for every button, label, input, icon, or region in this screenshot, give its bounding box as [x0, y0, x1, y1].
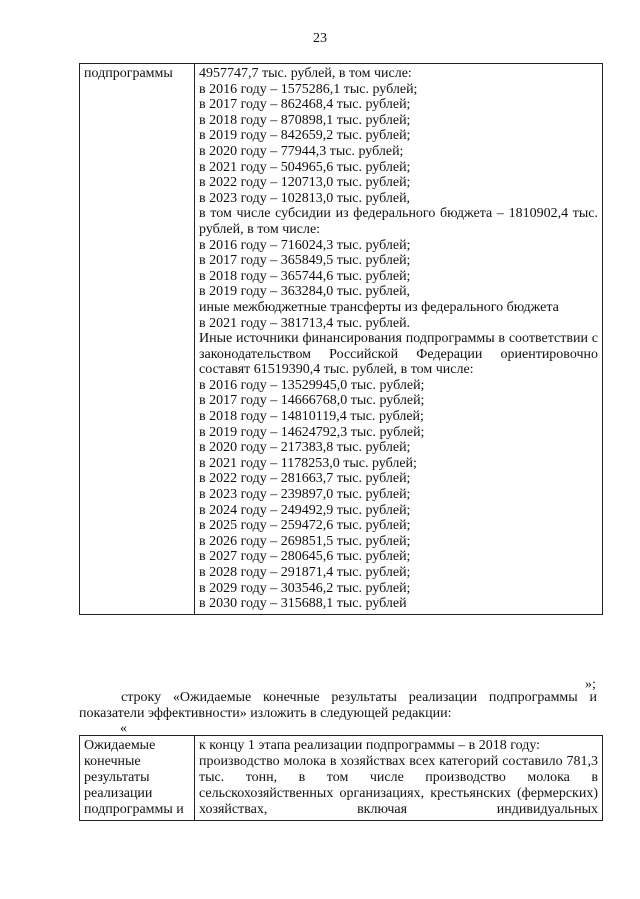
subsidy-year-line: в 2017 году – 365849,5 тыс. рублей; — [199, 253, 411, 269]
results-label-line: подпрограммы и — [84, 802, 184, 817]
subsidy-year-line: в 2019 году – 363284,0 тыс. рублей, — [199, 284, 411, 300]
other-source-year-line: в 2030 году – 315688,1 тыс. рублей — [199, 596, 407, 612]
closing-quote: »; — [585, 677, 596, 692]
results-label — [84, 738, 190, 818]
results-first-line: к концу 1 этапа реализации подпрограммы – в 2018 году: — [199, 738, 541, 753]
year-amount-line: в 2017 году – 862468,4 тыс. рублей; — [199, 97, 411, 113]
results-label-line: результаты — [84, 770, 150, 785]
page-number: 23 — [313, 31, 327, 46]
year-amount-line: в 2021 году – 504965,6 тыс. рублей; — [199, 159, 411, 175]
year-amount-line: в 2018 году – 870898,1 тыс. рублей; — [199, 112, 411, 128]
other-source-year-line: в 2017 году – 14666768,0 тыс. рублей; — [199, 393, 425, 409]
year-amount-line: в 2016 году – 1575286,1 тыс. рублей; — [199, 81, 418, 97]
results-details-cell — [195, 736, 603, 821]
results-label-line: конечные — [84, 754, 141, 769]
results-label-line: Ожидаемые — [84, 738, 156, 753]
other-source-year-line: в 2018 году – 14810119,4 тыс. рублей; — [199, 409, 424, 425]
subsidy-year-line: в 2016 году – 716024,3 тыс. рублей; — [199, 237, 411, 253]
amendment-paragraph: строку «Ожидаемые конечные результаты реализации подпрограммы и показатели эффективности» изложить в следующей редакции: — [79, 690, 597, 721]
other-source-year-line: в 2026 году – 269851,5 тыс. рублей; — [199, 533, 411, 549]
other-source-year-line: в 2025 году – 259472,6 тыс. рублей; — [199, 518, 411, 534]
other-source-year-line: в 2021 году – 1178253,0 тыс. рублей; — [199, 455, 417, 471]
row-label-cell — [80, 64, 195, 615]
other-sources-paragraph: Иные источники финансирования подпрограммы в соответствии с законодательством Российской Федерации ориентировочно составят 61519390,4 тыс. рублей, в том числе: — [199, 331, 598, 378]
opening-quote: « — [120, 721, 127, 736]
row-label: подпрограммы — [84, 66, 173, 81]
other-source-year-line: в 2023 году – 239897,0 тыс. рублей; — [199, 487, 411, 503]
subsidy-paragraph: в том числе субсидии из федерального бюджета – 1810902,4 тыс. рублей, в том числе: — [199, 206, 598, 237]
financing-table — [79, 63, 603, 615]
other-source-year-line: в 2019 году – 14624792,3 тыс. рублей; — [199, 424, 425, 440]
other-sources-list — [199, 378, 598, 612]
year-amount-line: в 2020 году – 77944,3 тыс. рублей; — [199, 143, 404, 159]
subsidy-list — [199, 238, 598, 300]
year-amount-line: в 2022 году – 120713,0 тыс. рублей; — [199, 175, 411, 191]
federal-total-list — [199, 66, 598, 206]
other-source-year-line: в 2024 году – 249492,9 тыс. рублей; — [199, 502, 411, 518]
other-source-year-line: в 2027 году – 280645,6 тыс. рублей; — [199, 549, 411, 565]
other-source-year-line: в 2016 году – 13529945,0 тыс. рублей; — [199, 377, 425, 393]
transfers-paragraph: иные межбюджетные трансферты из федерального бюджета — [199, 299, 559, 315]
year-amount-line: 4957747,7 тыс. рублей, в том числе: — [199, 66, 412, 81]
other-source-year-line: в 2029 году – 303546,2 тыс. рублей; — [199, 580, 411, 596]
year-amount-line: в 2023 году – 102813,0 тыс. рублей, — [199, 190, 411, 206]
results-label-cell — [80, 736, 195, 821]
other-source-year-line: в 2022 году – 281663,7 тыс. рублей; — [199, 471, 411, 487]
subsidy-year-line: в 2018 году – 365744,6 тыс. рублей; — [199, 268, 411, 284]
other-source-year-line: в 2020 году – 217383,8 тыс. рублей; — [199, 440, 411, 456]
financing-details-cell — [195, 64, 603, 615]
transfers-line: в 2021 году – 381713,4 тыс. рублей. — [199, 315, 411, 331]
year-amount-line: в 2019 году – 842659,2 тыс. рублей; — [199, 128, 411, 144]
results-label-line: реализации — [84, 786, 153, 801]
results-table — [79, 735, 603, 821]
other-source-year-line: в 2028 году – 291871,4 тыс. рублей; — [199, 565, 411, 580]
results-text: производство молока в хозяйствах всех категорий составило 781,3 тыс. тонн, в том числе производство молока в сельскохозяйственных организациях, крестьянских (фермерских) хозяйствах, включая индивидуальных — [199, 754, 598, 817]
